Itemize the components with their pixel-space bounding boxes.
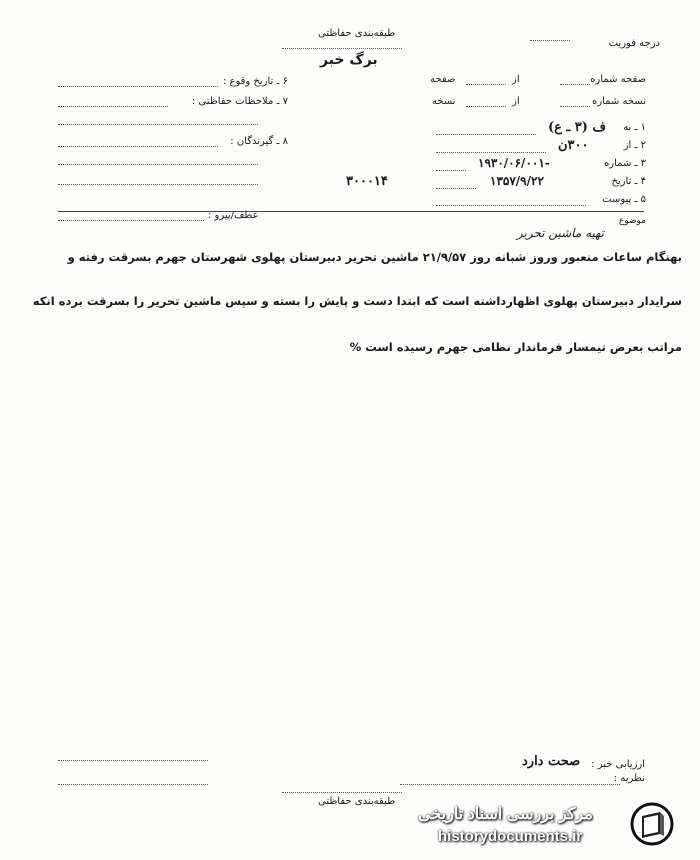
classification-bottom: طبقه‌بندی حفاظتی bbox=[318, 796, 396, 807]
classification-bottom-line bbox=[282, 792, 402, 793]
recipients-line-3 bbox=[58, 184, 258, 185]
evaluation-left-line bbox=[58, 760, 208, 761]
item-2-value: ۳۰۰ن bbox=[558, 138, 589, 153]
item-3-line bbox=[436, 170, 466, 171]
file-number: ۳۰۰۰۱۴ bbox=[346, 174, 388, 189]
security-notes-line-2 bbox=[58, 124, 258, 125]
page-number-line bbox=[560, 84, 590, 85]
item-3-value: ۱۹۳۰/۰۶/۰۰۱- bbox=[478, 156, 550, 170]
opinion-line bbox=[400, 784, 620, 785]
item-1-label: ۱ ـ به bbox=[623, 122, 646, 133]
date-of-event-line bbox=[58, 86, 218, 87]
page-number-label: صفحه شماره bbox=[590, 74, 646, 85]
item-5-label: ۵ ـ پیوست bbox=[602, 194, 646, 205]
body-line-3: مراتب بعرض تیمسار فرماندار نظامی جهرم رسیده است % bbox=[349, 340, 682, 354]
recipients-line bbox=[58, 146, 218, 147]
copy-of: از bbox=[512, 96, 520, 107]
source-evaluation-value: صحت دارد bbox=[522, 754, 581, 769]
page-unit: صفحه bbox=[430, 74, 456, 85]
subject-value: تهیه ماشین تحریر bbox=[516, 226, 604, 240]
urgency-label: درجه فوریت bbox=[608, 38, 660, 49]
opinion-label: نظریه : bbox=[613, 773, 645, 784]
source-evaluation-label: ارزیابی خبر : bbox=[591, 759, 645, 770]
item-2-line bbox=[436, 152, 546, 153]
copy-unit: نسخه bbox=[432, 96, 456, 107]
body-line-1: بهنگام ساعات منعبور وروز شبانه روز ۲۱/۹/۵۷ ماشین تحریر دبیرستان پهلوی شهرستان جهرم بسرقت رفته و bbox=[67, 250, 682, 264]
copy-of-line bbox=[466, 106, 506, 107]
watermark-url: historydocuments.ir bbox=[438, 828, 583, 845]
item-5-line bbox=[436, 205, 586, 206]
item-2-label: ۲ ـ از bbox=[623, 140, 646, 151]
copy-number-label: نسخه شماره bbox=[592, 96, 646, 107]
document-title: برگ خبر bbox=[320, 52, 378, 68]
item-4-label: ۴ ـ تاریخ bbox=[611, 176, 646, 187]
security-notes-label: ۷ ـ ملاحظات حفاظتی : bbox=[191, 96, 288, 107]
watermark-logo-icon bbox=[630, 802, 674, 846]
body-line-2: سرایدار دبیرستان پهلوی اظهارداشته است که ابتدا دست و پایش را بسته و سپس ماشین تحریر را بسرقت برده انکه bbox=[32, 294, 682, 308]
classification-line bbox=[282, 48, 402, 49]
item-4-value: ۱۳۵۷/۹/۲۲ bbox=[490, 174, 544, 188]
page-of-line bbox=[466, 84, 506, 85]
opinion-left-line bbox=[58, 784, 208, 785]
item-1-value: ف (۳ ـ ع) bbox=[548, 120, 606, 135]
watermark-name: مرکز بررسی اسناد تاریخی bbox=[418, 806, 593, 823]
copy-number-line bbox=[560, 106, 590, 107]
header-divider bbox=[58, 211, 644, 212]
recipients-line-2 bbox=[58, 164, 258, 165]
classification-top: طبقه‌بندی حفاظتی bbox=[318, 28, 396, 39]
item-3-label: ۳ ـ شماره bbox=[604, 158, 646, 169]
item-4-line bbox=[436, 188, 476, 189]
urgency-line bbox=[530, 40, 570, 41]
reference-label: عطف/پیرو : bbox=[208, 210, 259, 221]
date-of-event-label: ۶ ـ تاریخ وقوع : bbox=[222, 76, 288, 87]
item-1-line bbox=[436, 134, 536, 135]
page-of: از bbox=[512, 74, 520, 85]
recipients-label: ۸ ـ گیرندگان : bbox=[230, 136, 288, 147]
reference-line bbox=[58, 220, 204, 221]
security-notes-line bbox=[58, 106, 168, 107]
subject-label: موضوع bbox=[618, 216, 646, 226]
